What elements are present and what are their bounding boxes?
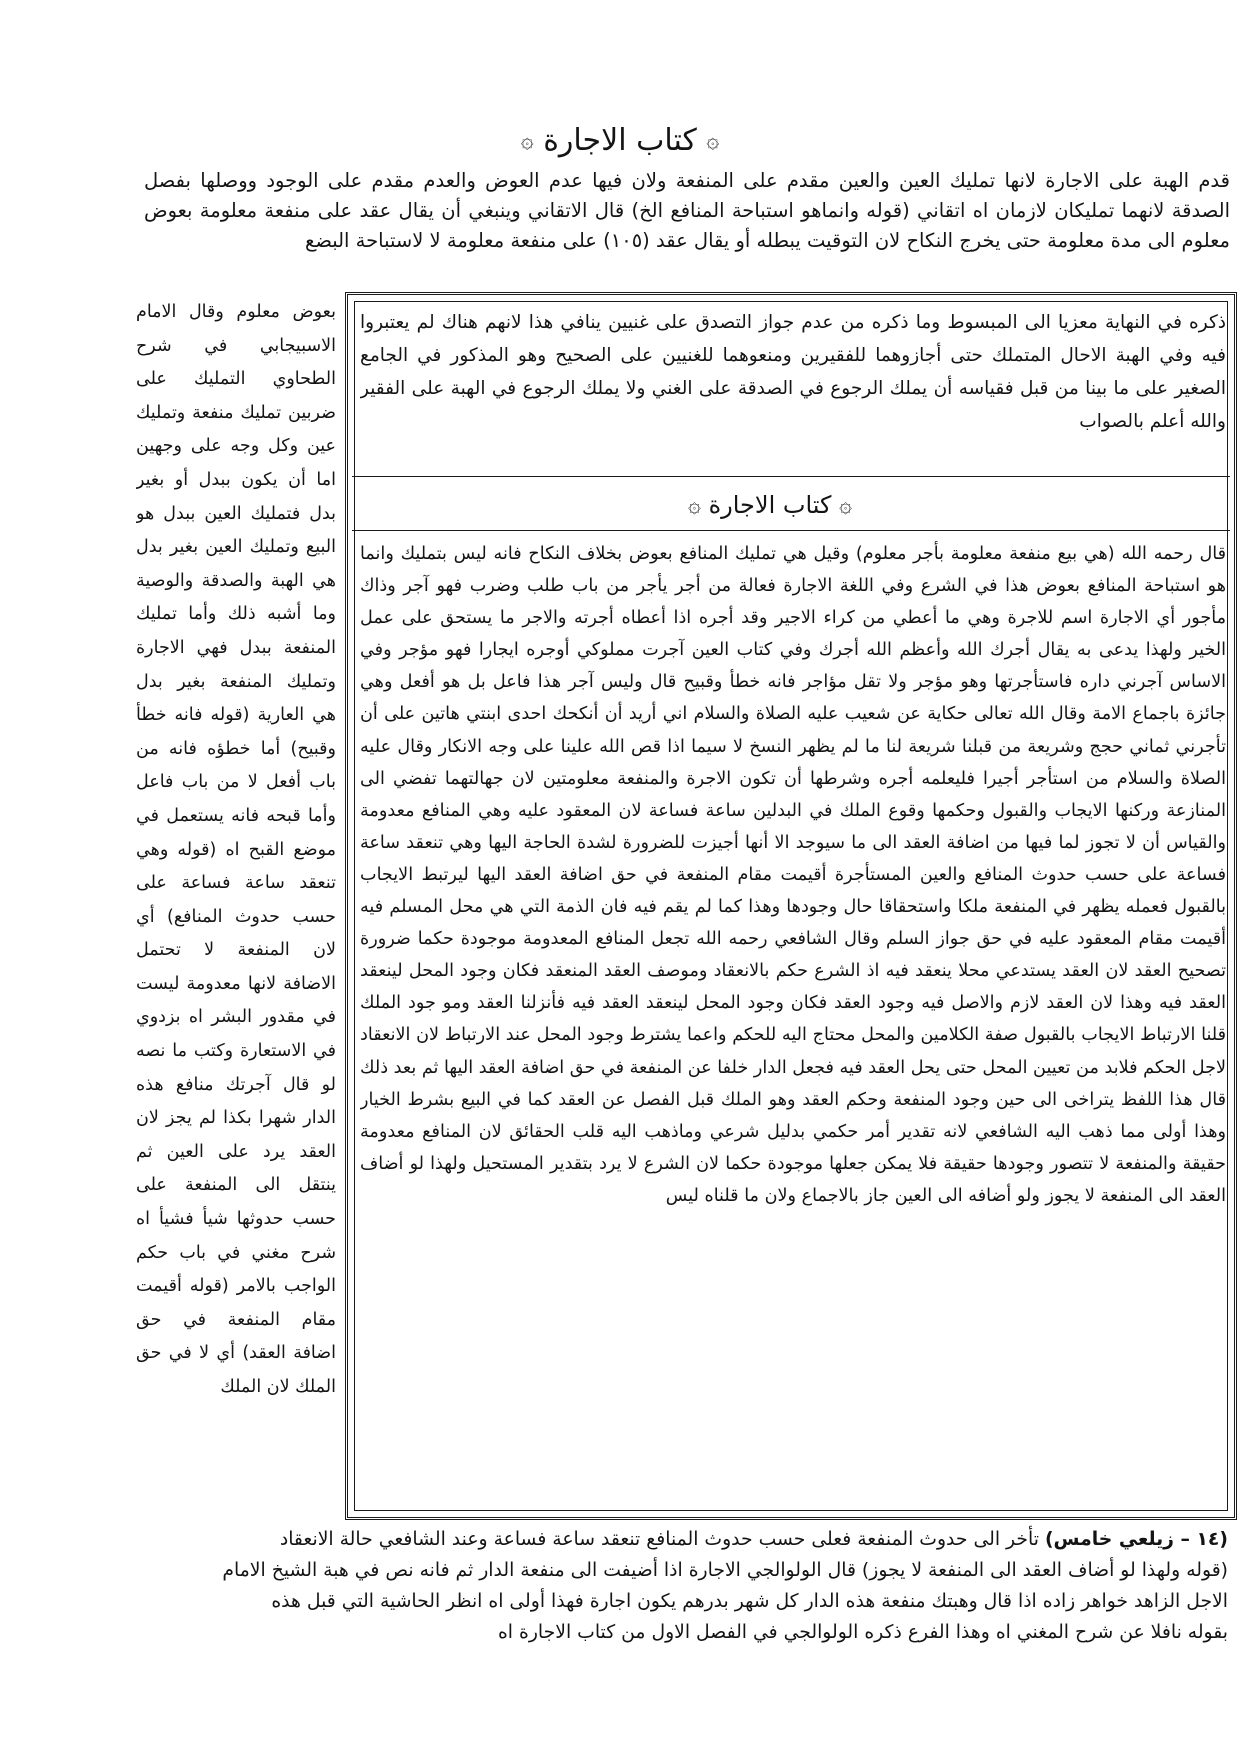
chapter-divider-bottom: [352, 530, 1230, 531]
chapter-title-text: كتاب الاجارة: [708, 491, 832, 519]
footnotes-block: [142, 1524, 1228, 1674]
volume-label: (١٤ – زيلعي خامس): [1044, 1529, 1228, 1550]
main-text-top-paragraph: ذكره في النهاية معزيا الى المبسوط وما ذكره من عدم جواز التصدق على غنيين ينافي هذا لانهم هناك لم يعتبروا فيه وفي الهبة الاحال المتملك حتى أجازوهما للفقيرين ومنعوهما للغنيين على الصحيح وهو المذكور في الجامع الصغير على ما بينا من قبل فقياسه أن يملك الرجوع في الصدقة على الغني ولا يملك الرجوع في الهبة على الفقير والله أعلم بالصواب: [360, 312, 1226, 432]
footnote-line-2: (قوله ولهذا لو أضاف العقد الى المنفعة لا يجوز) قال الولوالجي الاجارة اذا أضيفت الى منفعة الدار ثم فانه نص في هبة الشيخ الامام: [222, 1560, 1228, 1581]
margin-commentary-column: بعوض معلوم وقال الامام الاسبيجابي في شرح الطحاوي التمليك على ضربين تمليك منفعة وتمليك عين وكل وجه على وجهين اما أن يكون ببدل أو بغير بدل فتمليك العين ببدل هو البيع وتمليك العين بغير بدل هي الهبة والصدقة والوصية وما أشبه ذلك وأما تمليك المنفعة ببدل فهي الاجارة وتمليك المنفعة بغير بدل هي العارية (قوله فانه خطأ وقبيح) أما خطؤه فانه من باب أفعل لا من باب فاعل وأما قبحه فانه يستعمل في موضع القبح اه (قوله وهي تنعقد ساعة فساعة على حسب حدوث المنافع) أي لان المنفعة لا تحتمل الاضافة لانها معدومة ليست في مقدور البشر اه بزدوي في الاستعارة وكتب ما نصه لو قال آجرتك منافع هذه الدار شهرا بكذا لم يجز لان العقد يرد على العين ثم ينتقل الى المنفعة على حسب حدوثها شيأ فشيأ اه شرح مغني في باب حكم الواجب بالامر (قوله أقيمت مقام المنفعة في حق اضافة العقد) أي لا في حق الملك لان الملك: [136, 302, 336, 1397]
footnote-line-3: الاجل الزاهد خواهر زاده اذا قال وهبتك منفعة هذه الدار كل شهر بدرهم يكون اجارة فهذا أولى اه انظر الحاشية التي قبل هذه: [271, 1591, 1228, 1612]
chapter-ornament-left-icon: ۞: [839, 493, 852, 518]
header-title-text: كتاب الاجارة: [543, 123, 697, 158]
top-commentary-text: قدم الهبة على الاجارة لانها تمليك العين والعين مقدم على المنفعة ولان فيها عدم العوض والعدم مقدم على الوجود ووصلها بفصل الصدقة لانهما تمليكان لازمان اه اتقاني (قوله وانماهو استباحة المنافع الخ) قال الاتقاني وينبغي أن يقال عقد على منفعة معلومة بعوض معلوم الى مدة معلومة حتى يخرج النكاح لان التوقيت يبطله أو يقال عقد (١٠٥) على منفعة معلومة لا لاستباحة البضع: [144, 169, 1230, 252]
footnote-line-1-text: تأخر الى حدوث المنفعة فعلى حسب حدوث المنافع تنعقد ساعة فساعة وعند الشافعي حالة الانعقاد: [279, 1529, 1039, 1550]
chapter-title: [560, 482, 980, 528]
ornament-left-icon: ۞: [706, 128, 720, 154]
page-header-title: [470, 118, 770, 164]
footnote-line-1: [142, 1524, 1228, 1555]
main-body-text: قال رحمه الله (هي بيع منفعة معلومة بأجر معلوم) وقيل هي تمليك المنافع بعوض بخلاف النكاح فانه ليس بتمليك وانما هو استباحة المنافع بعوض هذا في الشرع وفي اللغة الاجارة فعالة من أجر يأجر من باب طلب وضرب فهو آجر وذاك مأجور أي الاجارة اسم للاجرة وهي ما أعطي من كراء الاجير وقد أجره اذا أعطاه أجرته والاجر ما يستحق على عمل الخير ولهذا يدعى به يقال أجرك الله وأعظم الله أجرك وفي كتاب العين آجرت مملوكي أوجره ايجارا فهو مؤجر وفي الاساس آجرني داره فاستأجرتها وهو مؤجر ولا تقل مؤاجر فانه خطأ وقبيح قال وليس آجر هذا فاعل بل هو أفعل وهي جائزة باجماع الامة وقال الله تعالى حكاية عن شعيب عليه الصلاة والسلام اني أريد أن أنكحك احدى ابنتي هاتين على أن تأجرني ثماني حجج وشريعة من قبلنا شريعة لنا ما لم يظهر النسخ لا سيما اذا قص الله علينا على وجه الانكار وقال عليه الصلاة والسلام من استأجر أجيرا فليعلمه أجره وشرطها أن تكون الاجرة والمنفعة معلومتين لان جهالتهما تفضي الى المنازعة وركنها الايجاب والقبول وحكمها وقوع الملك في البدلين ساعة فساعة لان المعقود عليه وهي المنافع معدومة والقياس أن لا تجوز لما فيها من اضافة العقد الى ما سيوجد الا أنها أجيزت للضرورة لشدة الحاجة اليها وهي تنعقد ساعة فساعة على حسب حدوث المنافع والعين المستأجرة أقيمت مقام المنفعة في حق اضافة العقد اليها ليرتبط الايجاب بالقبول فعمله يظهر في المنفعة ملكا واستحقاقا حال وجودها وهذا كما لم يقم فيه فان الذمة التي هي محل المسلم فيه أقيمت مقام المعقود عليه في حق جواز السلم وقال الشافعي رحمه الله تجعل المنافع المعدومة موجودة حكما ضرورة تصحيح العقد لان العقد يستدعي محلا ينعقد فيه اذ الشرع حكم بالانعقاد وموصف العقد المنعقد فكان وجود المحل لينعقد العقد فيه وهذا لان العقد لازم والاصل فيه وجود العقد فكان وجود المحل لينعقد العقد فيه فأنزلنا العقد ومو جود الملك قلنا الارتباط الايجاب بالقبول صفة الكلامين والمحل محتاج اليه للحكم واعما يشترط وجود المحل عند الارتباط لان الانعقاد لاجل الحكم فلابد من تعيين المحل حتى يحل العقد فيه فجعل الدار خلفا عن المنفعة في حق اضافة العقد اليها ثم بعد ذلك قال هذا اللفظ يتراخى الى حين وجود المنفعة وحكم العقد وهو الملك قبل الفصل عن العقد كما في البيع بشرط الخيار وهذا أولى مما ذهب اليه الشافعي لانه تقدير أمر حكمي بدليل شرعي وماذهب اليه قلب الحقائق لان المنافع معدومة حقيقة والمنفعة لا تتصور وجودها حقيقة فلا يمكن جعلها موجودة حكما لان الشرع لا يرد بتقدير المستحيل ولهذا لو أضاف العقد الى المنفعة لا يجوز ولو أضافه الى العين جاز بالاجماع ولان ما قلناه ليس: [360, 544, 1226, 1206]
chapter-ornament-right-icon: ۞: [688, 493, 701, 518]
chapter-divider-top: [352, 476, 1230, 477]
ornament-right-icon: ۞: [520, 128, 534, 154]
footnote-line-4: بقوله نافلا عن شرح المغني اه وهذا الفرع ذكره الولوالجي في الفصل الاول من كتاب الاجارة اه: [497, 1622, 1228, 1643]
